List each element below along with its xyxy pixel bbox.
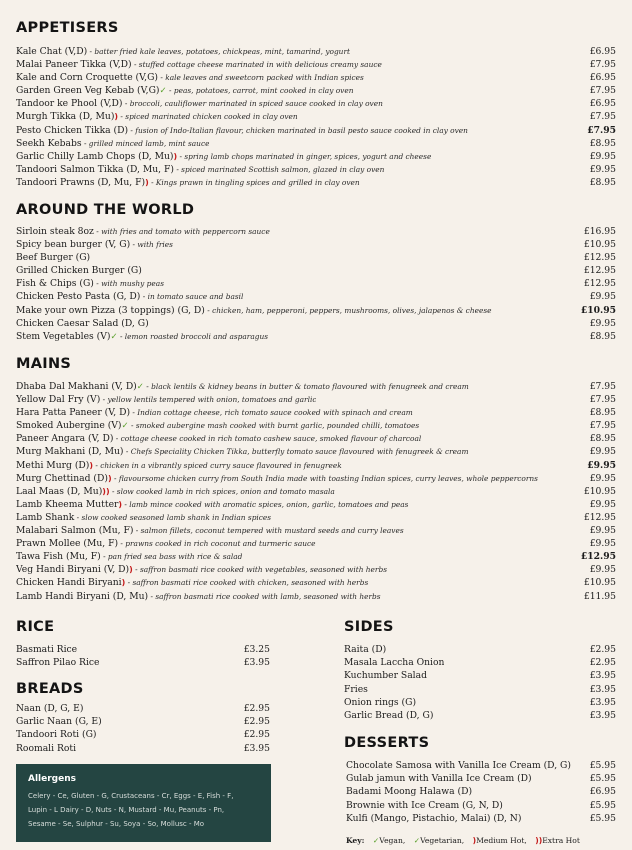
chili-icon: ) bbox=[173, 151, 178, 161]
menu-item-text bbox=[16, 587, 381, 603]
dish-price: £3.95 bbox=[589, 696, 616, 708]
dish-price: £9.95 bbox=[589, 317, 616, 329]
dish-name: Gulab jamun with Vanilla Ice Cream (D) bbox=[346, 773, 532, 785]
dish-price: £6.95 bbox=[589, 786, 616, 798]
menu-item bbox=[16, 160, 616, 173]
menu-item bbox=[344, 666, 616, 682]
key-label: Key: bbox=[346, 836, 365, 845]
menu-item bbox=[16, 235, 616, 251]
dish-price: £8.95 bbox=[589, 137, 616, 149]
dish-price: £5.95 bbox=[589, 812, 616, 824]
dish-price: £3.25 bbox=[243, 644, 270, 655]
dish-description: - salmon fillets, coconut tempered with mustard seeds and curry leaves bbox=[133, 526, 404, 536]
dish-name: Kale Chat (V,D) bbox=[16, 46, 88, 57]
appetisers-list bbox=[16, 42, 616, 186]
dish-name: Roomali Roti bbox=[16, 742, 77, 754]
desserts-heading: DESSERTS bbox=[344, 735, 430, 751]
dish-price: £3.95 bbox=[589, 683, 616, 695]
chili-icon: ) bbox=[89, 460, 94, 470]
dish-price: £10.95 bbox=[580, 304, 616, 316]
dish-price: £5.95 bbox=[589, 773, 616, 785]
dish-price: £7.95 bbox=[589, 59, 616, 71]
menu-item bbox=[16, 587, 616, 600]
menu-item bbox=[16, 377, 616, 390]
dish-name: Tawa Fish (Mu, F) bbox=[16, 551, 101, 563]
chili-icon: ) bbox=[472, 836, 477, 845]
menu-item bbox=[346, 809, 616, 822]
menu-item bbox=[16, 68, 616, 84]
dish-price: £7.95 bbox=[589, 394, 616, 406]
dish-name: Garden Green Veg Kebab (V,G) bbox=[16, 85, 160, 97]
menu-item bbox=[16, 712, 270, 728]
dish-name: Kale and Corn Croquette (V,G) bbox=[16, 72, 159, 84]
menu-item bbox=[344, 706, 616, 719]
dish-description: - Indian cottage cheese, rich tomato sauce cooked with spinach and cream bbox=[130, 408, 413, 418]
vegan-check-icon: ✓ bbox=[136, 382, 144, 392]
dish-price: £2.95 bbox=[589, 644, 616, 655]
dish-name: Lamb Handi Biryani (D, Mu) bbox=[16, 590, 149, 602]
dish-name: Kuchumber Salad bbox=[344, 670, 427, 682]
dish-description: - flavoursome chicken curry from South India made with toasting Indian spices, curry leaves, whole peppercorns bbox=[111, 473, 538, 483]
dish-name: Garlic Naan (G, E) bbox=[16, 716, 102, 728]
menu-item-text bbox=[344, 706, 433, 722]
dish-price: £7.95 bbox=[589, 381, 616, 392]
menu-item bbox=[16, 573, 616, 589]
dish-price: £12.95 bbox=[583, 511, 616, 523]
dish-price: £9.95 bbox=[589, 291, 616, 303]
menu-item bbox=[16, 301, 616, 314]
dish-name: Pesto Chicken Tikka (D) bbox=[16, 124, 129, 136]
sides-heading: SIDES bbox=[344, 619, 394, 635]
menu-item-text bbox=[16, 739, 76, 755]
menu-item bbox=[346, 769, 616, 785]
dish-description: - spiced marinated chicken cooked in clay oven bbox=[118, 112, 298, 122]
dish-price: £8.95 bbox=[589, 176, 616, 188]
menu-item bbox=[16, 521, 616, 537]
dish-description: - lemon roasted broccoli and asparagus bbox=[117, 331, 269, 341]
dish-name: Fries bbox=[344, 683, 368, 695]
dish-price: £5.95 bbox=[589, 760, 616, 771]
dish-price: £3.95 bbox=[243, 742, 270, 754]
dish-name: Murgh Tikka (D, Mu) bbox=[16, 111, 115, 123]
dish-description: - smoked aubergine mash cooked with burnt garlic, pounded chilli, tomatoes bbox=[128, 421, 420, 431]
menu-item bbox=[16, 222, 616, 235]
menu-item bbox=[16, 560, 616, 576]
dish-name: Tandoori Prawns (D, Mu, F) bbox=[16, 176, 146, 188]
dish-name: Dhaba Dal Makhani (V, D) bbox=[16, 381, 137, 392]
allergens-body bbox=[28, 789, 259, 831]
menu-item bbox=[16, 94, 616, 110]
key-medium-hot bbox=[473, 836, 527, 845]
dish-price: £5.95 bbox=[589, 799, 616, 811]
dish-price: £9.95 bbox=[587, 459, 616, 471]
dish-description: - black lentils & kidney beans in butter & tomato flavoured with fenugreek and cream bbox=[143, 382, 469, 391]
key-extra-hot bbox=[535, 836, 580, 845]
dish-price: £7.95 bbox=[589, 420, 616, 432]
menu-item bbox=[16, 327, 616, 340]
dish-name: Fish & Chips (G) bbox=[16, 278, 94, 290]
rice-list bbox=[16, 640, 270, 669]
menu-item bbox=[16, 725, 270, 741]
dish-name: Laal Maas (D, Mu) bbox=[16, 485, 103, 497]
desserts-list bbox=[346, 756, 616, 822]
dish-name: Tandoori Roti (G) bbox=[16, 729, 97, 741]
menu-item bbox=[16, 261, 616, 277]
dish-name: Seekh Kebabs bbox=[16, 137, 82, 149]
menu-item bbox=[16, 81, 616, 97]
menu-item bbox=[16, 429, 616, 445]
key-extra-hot-label: Extra Hot bbox=[542, 836, 580, 845]
dish-name: Spicy bean burger (V, G) bbox=[16, 239, 131, 251]
dish-price: £2.95 bbox=[243, 716, 270, 728]
menu-item bbox=[16, 469, 616, 482]
dish-description: - with fries bbox=[130, 240, 173, 250]
menu-item bbox=[16, 55, 616, 71]
chili-icon: ) bbox=[121, 578, 126, 588]
sides-list bbox=[344, 640, 616, 719]
dish-price: £7.95 bbox=[587, 124, 616, 136]
menu-item bbox=[16, 390, 616, 406]
dish-price: £8.95 bbox=[589, 330, 616, 342]
menu-item bbox=[16, 456, 616, 469]
menu-item-text bbox=[16, 327, 268, 344]
dish-name: Veg Handi Biryani (V, D) bbox=[16, 564, 130, 576]
menu-item bbox=[16, 287, 616, 303]
dish-description: - spring lamb chops marinated in ginger, spices, yogurt and cheese bbox=[177, 151, 432, 161]
dish-name: Stem Vegetables (V) bbox=[16, 330, 111, 342]
dish-name: Raita (D) bbox=[344, 644, 387, 655]
dish-name: Chicken Handi Biryani bbox=[16, 577, 122, 589]
dish-description: - spiced marinated Scottish salmon, glazed in clay oven bbox=[173, 164, 385, 174]
dish-name: Chocolate Samosa with Vanilla Ice Cream (D, G) bbox=[346, 760, 571, 771]
dish-description: - peas, potatoes, carrot, mint cooked in clay oven bbox=[166, 86, 354, 96]
dish-price: £8.95 bbox=[589, 407, 616, 419]
dish-price: £8.95 bbox=[589, 433, 616, 445]
menu-item-text bbox=[346, 809, 521, 825]
dish-name: Masala Laccha Onion bbox=[344, 657, 445, 669]
dish-name: Murg Chettinad (D) bbox=[16, 472, 108, 484]
double-chili-icon: )) bbox=[102, 486, 110, 496]
menu-item bbox=[16, 173, 616, 186]
menu-item-text bbox=[16, 653, 100, 669]
mains-heading: MAINS bbox=[16, 356, 72, 372]
around-the-world-list bbox=[16, 222, 616, 340]
dish-price: £9.95 bbox=[589, 472, 616, 484]
dish-name: Yellow Dal Fry (V) bbox=[16, 394, 101, 406]
dish-name: Prawn Mollee (Mu, F) bbox=[16, 538, 119, 550]
allergens-line: Sesame - Se, Sulphur - Su, Soya - So, Mollusc - Mo bbox=[28, 820, 205, 828]
dish-description: - lamb mince cooked with aromatic spices, onion, garlic, tomatoes and peas bbox=[122, 499, 409, 509]
vegan-check-icon: ✓ bbox=[159, 86, 167, 97]
key-vegetarian bbox=[414, 836, 464, 845]
key-vegan bbox=[373, 836, 405, 845]
dish-description: - in tomato sauce and basil bbox=[140, 292, 244, 302]
dish-price: £6.95 bbox=[589, 98, 616, 110]
allergens-title: Allergens bbox=[28, 774, 76, 784]
dish-description: - batter fried kale leaves, potatoes, chickpeas, mint, tamarind, yogurt bbox=[87, 47, 350, 56]
menu-item bbox=[16, 274, 616, 290]
menu-item bbox=[16, 547, 616, 563]
chili-icon: ) bbox=[118, 499, 123, 509]
dish-description: - pan fried sea bass with rice & salad bbox=[100, 552, 243, 562]
dish-price: £2.95 bbox=[243, 703, 270, 714]
dish-description: - saffron basmati rice cooked with chicken, seasoned with herbs bbox=[125, 578, 369, 588]
dish-price: £11.95 bbox=[583, 590, 616, 602]
dish-description: - grilled minced lamb, mint sauce bbox=[81, 138, 210, 148]
menu-item bbox=[16, 403, 616, 419]
menu-item bbox=[16, 416, 616, 432]
dish-price: £6.95 bbox=[589, 72, 616, 84]
around-the-world-heading: AROUND THE WORLD bbox=[16, 202, 195, 218]
chili-icon: ) bbox=[129, 565, 133, 575]
dish-description: - stuffed cottage cheese marinated in with delicious creamy sauce bbox=[131, 60, 382, 70]
chili-icon: ) bbox=[145, 177, 149, 187]
appetisers-heading: APPETISERS bbox=[16, 20, 119, 36]
menu-item bbox=[346, 756, 616, 769]
dish-description: - chicken in a vibrantly spiced curry sauce flavoured in fenugreek bbox=[93, 460, 342, 470]
dish-name: Paneer Angara (V, D) bbox=[16, 433, 114, 445]
dish-name: Hara Patta Paneer (V, D) bbox=[16, 407, 131, 419]
breads-list bbox=[16, 699, 270, 752]
dish-description: - with mushy peas bbox=[93, 279, 164, 289]
dish-price: £7.95 bbox=[589, 111, 616, 123]
dish-price: £3.95 bbox=[243, 657, 270, 669]
key-vegetarian-label: Vegetarian, bbox=[420, 836, 465, 845]
menu-item bbox=[16, 653, 270, 669]
dish-price: £6.95 bbox=[589, 46, 616, 57]
dish-name: Chicken Caesar Salad (D, G) bbox=[16, 317, 149, 329]
menu-item bbox=[16, 739, 270, 752]
dish-name: Tandoori Salmon Tikka (D, Mu, F) bbox=[16, 163, 174, 175]
chili-icon: ) bbox=[114, 112, 119, 122]
dish-name: Garlic Chilly Lamb Chops (D, Mu) bbox=[16, 150, 174, 162]
dish-price: £9.95 bbox=[589, 538, 616, 550]
chili-icon: ) bbox=[107, 473, 112, 483]
dish-price: £10.95 bbox=[583, 239, 616, 251]
rice-heading: RICE bbox=[16, 619, 55, 635]
menu-item bbox=[344, 653, 616, 669]
dish-name: Garlic Bread (D, G) bbox=[344, 709, 434, 721]
menu-item bbox=[346, 796, 616, 809]
key-medium-hot-label: Medium Hot, bbox=[476, 836, 527, 845]
dish-price: £10.95 bbox=[583, 577, 616, 589]
menu-item bbox=[16, 147, 616, 160]
dish-name: Make your own Pizza (3 toppings) (G, D) bbox=[16, 304, 205, 316]
menu-item bbox=[16, 699, 270, 712]
allergens-line: Lupin - L Dairy - D, Nuts - N, Mustard - Mu, Peanuts - Pn, bbox=[28, 806, 225, 814]
dish-name: Malabari Salmon (Mu, F) bbox=[16, 525, 134, 537]
dish-price: £9.95 bbox=[589, 446, 616, 458]
dish-price: £9.95 bbox=[589, 564, 616, 576]
dish-description: - broccoli, cauliflower marinated in spiced sauce cooked in clay oven bbox=[122, 99, 383, 109]
breads-heading: BREADS bbox=[16, 681, 84, 697]
vegan-check-icon: ✓ bbox=[372, 836, 380, 845]
dish-price: £9.95 bbox=[589, 163, 616, 175]
dish-name: Basmati Rice bbox=[16, 644, 78, 655]
dish-price: £2.95 bbox=[243, 729, 270, 741]
dish-description: - fusion of Indo-Italian flavour, chicken marinated in basil pesto sauce cooked in clay oven bbox=[128, 125, 468, 135]
menu-item bbox=[16, 495, 616, 508]
allergens-line: Celery - Ce, Gluten - G, Crustaceans - Cr, Eggs - E, Fish - F, bbox=[28, 792, 234, 800]
menu-item bbox=[16, 42, 616, 55]
dish-description: - with fries and tomato with peppercorn sauce bbox=[93, 227, 270, 236]
dish-price: £12.95 bbox=[583, 278, 616, 290]
menu-item bbox=[344, 693, 616, 706]
key-vegan-label: Vegan, bbox=[379, 836, 406, 845]
dish-price: £12.95 bbox=[583, 265, 616, 277]
dish-price: £3.95 bbox=[589, 709, 616, 721]
dish-name: Methi Murg (D) bbox=[16, 459, 90, 471]
dish-name: Badami Moong Halawa (D) bbox=[346, 786, 473, 798]
dish-price: £3.95 bbox=[589, 670, 616, 682]
dish-description: - slow cooked seasoned lamb shank in Indian spices bbox=[74, 512, 272, 522]
dish-description: - Chefs Speciality Chicken Tikka, butterfly tomato sauce flavoured with fenugreek & cream bbox=[123, 447, 469, 457]
menu-item bbox=[16, 121, 616, 134]
legend-key bbox=[346, 836, 580, 845]
dish-description: - saffron basmati rice cooked with vegetables, seasoned with herbs bbox=[132, 565, 387, 575]
dish-price: £12.95 bbox=[580, 551, 616, 563]
dish-description: - slow cooked lamb in rich spices, onion and tomato masala bbox=[109, 486, 335, 496]
dish-description: - cottage cheese cooked in rich tomato cashew sauce, smoked flavour of charcoal bbox=[113, 434, 422, 444]
menu-item bbox=[16, 640, 270, 653]
dish-price: £2.95 bbox=[589, 657, 616, 669]
dish-name: Kulfi (Mango, Pistachio, Malai) (D, N) bbox=[346, 812, 522, 824]
dish-description: - prawns cooked in rich coconut and turmeric sauce bbox=[118, 539, 316, 549]
dish-description: - Kings prawn in tingling spices and grilled in clay oven bbox=[148, 177, 360, 187]
dish-name: Onion rings (G) bbox=[344, 696, 417, 708]
dish-price: £7.95 bbox=[589, 85, 616, 97]
menu-item bbox=[16, 442, 616, 458]
dish-name: Smoked Aubergine (V) bbox=[16, 420, 122, 432]
dish-name: Naan (D, G, E) bbox=[16, 703, 84, 714]
vegan-check-icon: ✓ bbox=[121, 421, 129, 432]
allergens-box bbox=[16, 764, 271, 842]
dish-description: - saffron basmati rice cooked with lamb, seasoned with herbs bbox=[148, 591, 381, 601]
dish-name: Lamb Kheema Mutter bbox=[16, 498, 119, 510]
dish-name: Saffron Pilao Rice bbox=[16, 657, 100, 669]
dish-name: Tandoor ke Phool (V,D) bbox=[16, 98, 123, 110]
dish-price: £12.95 bbox=[583, 252, 616, 264]
dish-name: Lamb Shank bbox=[16, 511, 75, 523]
dish-name: Malai Paneer Tikka (V,D) bbox=[16, 59, 132, 71]
dish-description: - yellow lentils tempered with onion, tomatoes and garlic bbox=[100, 395, 317, 405]
dish-name: Brownie with Ice Cream (G, N, D) bbox=[346, 799, 503, 811]
dish-name: Murg Makhani (D, Mu) bbox=[16, 446, 124, 458]
double-chili-icon: )) bbox=[535, 836, 543, 845]
dish-description: - kale leaves and sweetcorn packed with Indian spices bbox=[158, 73, 364, 83]
mains-list bbox=[16, 377, 616, 600]
dish-name: Chicken Pesto Pasta (G, D) bbox=[16, 291, 141, 303]
dish-name: Beef Burger (G) bbox=[16, 252, 91, 264]
dish-name: Grilled Chicken Burger (G) bbox=[16, 265, 142, 277]
dish-price: £10.95 bbox=[583, 485, 616, 497]
menu-item-text bbox=[16, 173, 360, 189]
menu-item bbox=[344, 640, 616, 653]
dish-name: Sirloin steak 8oz bbox=[16, 226, 94, 237]
dish-price: £16.95 bbox=[583, 226, 616, 237]
dish-description: - chicken, ham, pepperoni, peppers, mushrooms, olives, jalapenos & cheese bbox=[204, 305, 492, 315]
dish-price: £9.95 bbox=[589, 150, 616, 162]
dish-price: £9.95 bbox=[589, 498, 616, 510]
dish-price: £9.95 bbox=[589, 525, 616, 537]
vegetarian-check-icon: ✓ bbox=[413, 836, 421, 845]
vegan-check-icon: ✓ bbox=[110, 331, 118, 342]
